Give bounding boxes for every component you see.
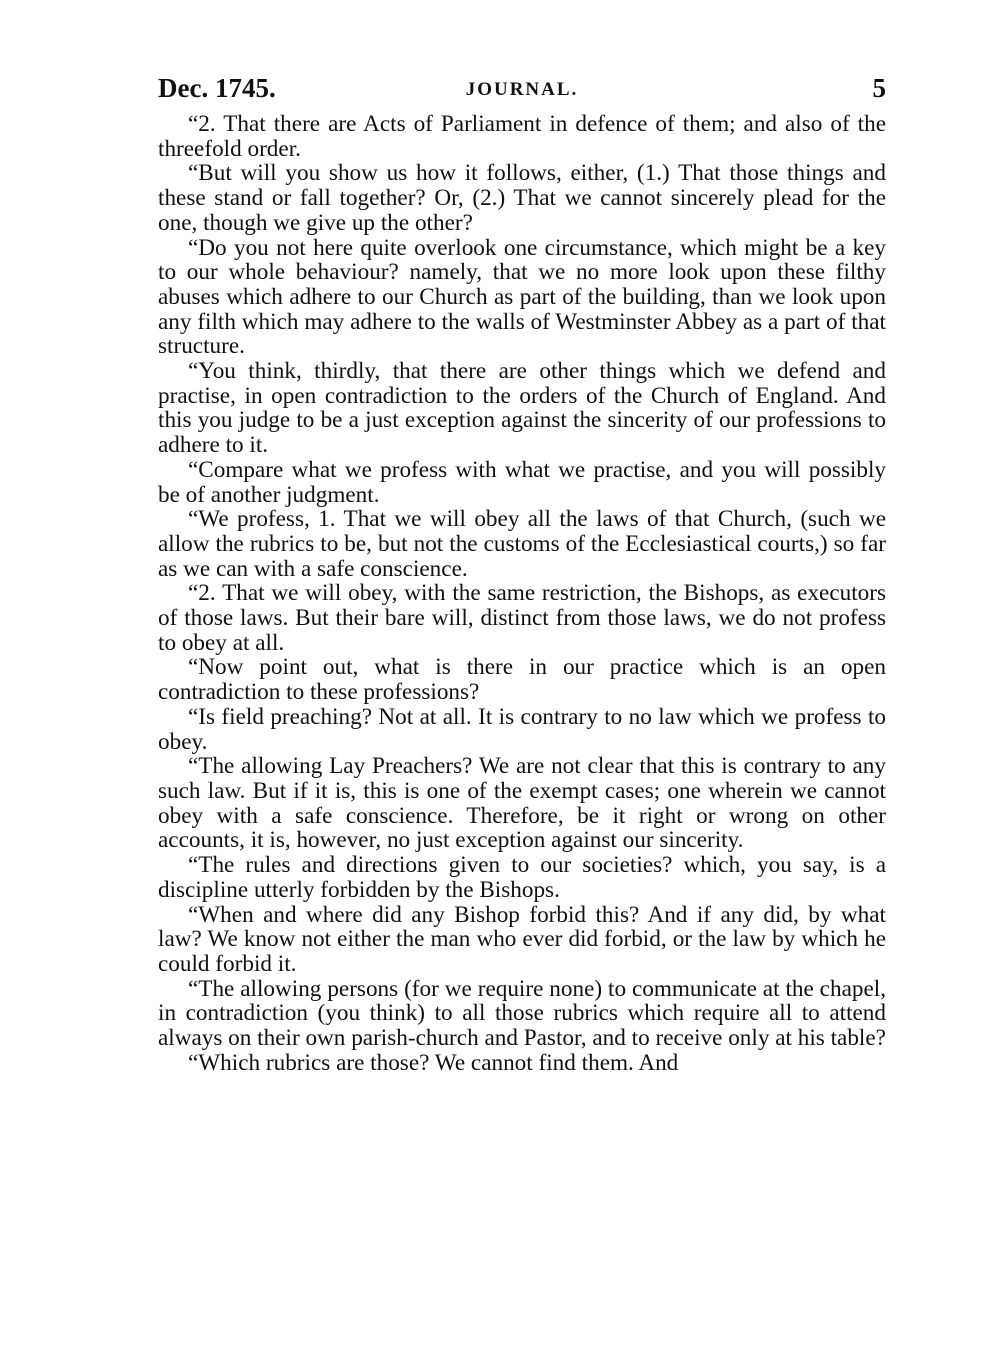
- header-title: JOURNAL.: [465, 79, 579, 100]
- paragraph: “We profess, 1. That we will obey all the laws of that Church, (such we allow the rubrics to be, but not the customs of the Ecclesiastical courts,) so far as we can with a safe conscience.: [158, 506, 886, 582]
- header-date: Dec. 1745.: [158, 73, 276, 103]
- paragraph: “Now point out, what is there in our practice which is an open contradiction to these professions?: [158, 654, 886, 706]
- paragraph: “The allowing Lay Preachers? We are not clear that this is contrary to any such law. But if it is, this is one of the exempt cases; one wherein we cannot obey with a safe conscience. Therefore, be it right or wrong on other accounts, it is, however, no just exception against our sincerity.: [158, 753, 886, 854]
- paragraph: “Which rubrics are those? We cannot find them. And: [188, 1049, 679, 1076]
- paragraph: “But will you show us how it follows, either, (1.) That those things and these stand or fall together? Or, (2.) That we cannot sincerely plead for the one, though we give up the other?: [158, 160, 886, 236]
- paragraph: “2. That we will obey, with the same restriction, the Bishops, as executors of those laws. But their bare will, distinct from those laws, we do not profess to obey at all.: [158, 580, 886, 656]
- paragraph: “Compare what we profess with what we practise, and you will possibly be of another judgment.: [158, 456, 886, 508]
- running-head: [158, 70, 886, 106]
- paragraph: “Do you not here quite overlook one circumstance, which might be a key to our whole behaviour? namely, that we no more look upon these filthy abuses which adhere to our Church as part of the building, than we look upon any filth which may adhere to the walls of Westminster Abbey as a part of that structure.: [158, 234, 886, 360]
- paragraph: “2. That there are Acts of Parliament in defence of them; and also of the threefold order.: [158, 111, 886, 162]
- paragraph: “Is field preaching? Not at all. It is contrary to no law which we profess to obey.: [158, 703, 886, 755]
- book-page: [158, 70, 886, 1075]
- page-number: 5: [872, 73, 886, 103]
- paragraph: “You think, thirdly, that there are other things which we defend and practise, in open contradiction to the orders of the Church of England. And this you judge to be a just exception against the sincerity of our professions to adhere to it.: [158, 358, 886, 459]
- paragraph: “The rules and directions given to our societies? which, you say, is a discipline utterly forbidden by the Bishops.: [158, 852, 886, 903]
- paragraph: “When and where did any Bishop forbid this? And if any did, by what law? We know not either the man who ever did forbid, or the law by which he could forbid it.: [158, 901, 886, 977]
- body-text: [158, 112, 886, 1075]
- paragraph: “The allowing persons (for we require none) to communicate at the chapel, in contradiction (you think) to all those rubrics which require all to attend always on their own parish-church and Pastor, and to receive only at his table?: [158, 975, 886, 1052]
